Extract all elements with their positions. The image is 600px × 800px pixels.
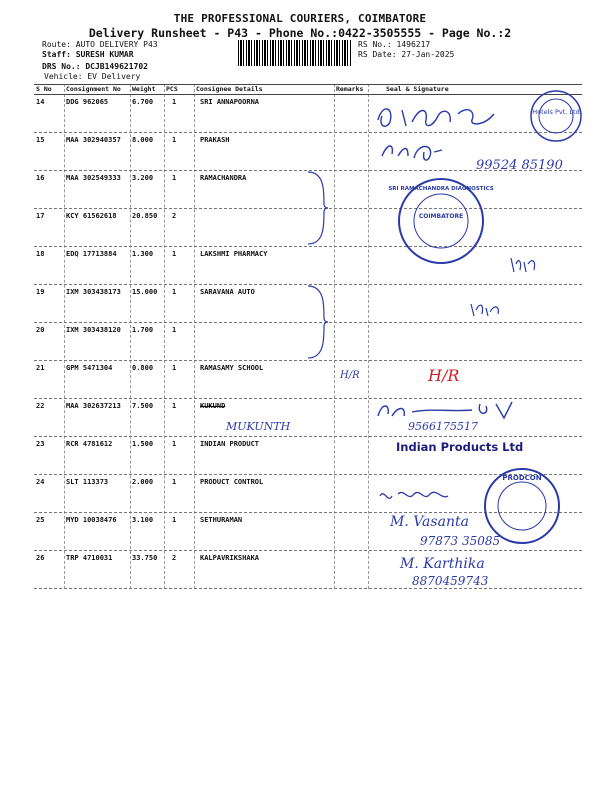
consignee-handwritten: MUKUNTH: [226, 420, 291, 433]
remarks-handwritten-red: H/R: [428, 366, 460, 385]
rs-date: RS Date: 27-Jan-2025: [358, 50, 455, 59]
signature-scribble: [372, 96, 502, 136]
col-sno: S No: [36, 85, 52, 93]
barcode: [238, 40, 351, 66]
vehicle-label: Vehicle: EV Delivery: [44, 72, 141, 81]
staff-label: Staff: SURESH KUMAR: [42, 50, 134, 59]
signature-handwritten: M. Karthika: [400, 556, 485, 572]
svg-text:Hotels Pvt. Ltd: Hotels Pvt. Ltd: [532, 108, 580, 116]
signature-handwritten: M. Vasanta: [390, 514, 469, 530]
svg-text:SRI RAMACHANDRA DIAGNOSTICS: SRI RAMACHANDRA DIAGNOSTICS: [388, 186, 494, 192]
phone-handwritten: 97873 35085: [420, 534, 501, 548]
col-pcs: PCS: [166, 85, 178, 93]
runsheet-table: S No Consignment No Weight PCS Consignee Details Remarks Seal & Signature 14 DDG 962065 6.700 1 SRI ANNAPOORNA 15 MAA 302940357 8.000 1 PRAKASH 16 MAA 302549333 3.200 1 RAMACHANDRA 17 KCY 61562618 20.850 2 18 EDQ 17713884 1.300 1 LAKSHMI PHARMACY 19 IXM 303438173 15.000 1 SARAVANA AUTO 20 IXM 303438120 1.700 1 21 GPM 5471304 0.800 1 RAMASAMY SCHOOL 22 MAA 302637213 7.500 1 KUKUND 23 RCR 4781612 1.500 1 INDIAN PRODUCT 24 SLT 113373 2.000 1 PRODUCT CONTROL 25 MYD 10038476 3.100 1 SETHURAMAN 26 TRP 4710031 33.750 2 KALPAVRIKSHAKA: [34, 84, 582, 589]
svg-text:COIMBATORE: COIMBATORE: [418, 213, 464, 220]
signature-scribble: [376, 484, 476, 508]
remarks-handwritten: H/R: [340, 370, 360, 381]
hotels-stamp: [528, 88, 584, 144]
signature-scribble: [378, 138, 448, 166]
route-label: Route: AUTO DELIVERY P43: [42, 40, 158, 49]
indian-products-stamp: Indian Products Ltd: [396, 440, 524, 454]
company-title: THE PROFESSIONAL COURIERS, COIMBATORE: [173, 12, 427, 25]
col-seal: Seal & Signature: [386, 85, 449, 93]
rs-number: RS No.: 1496217: [358, 40, 431, 49]
signature-scribble: [468, 298, 504, 320]
phone-handwritten: 8870459743: [412, 574, 489, 588]
runsheet-title: Delivery Runsheet - P43 - Phone No.:0422-3505555 - Page No.:2: [88, 26, 512, 40]
drs-number: DRS No.: DCJB149621702: [42, 62, 148, 71]
brace-rows-16-17: [306, 170, 330, 246]
diagnostics-stamp: [388, 176, 494, 266]
svg-text:PRODCON: PRODCON: [502, 474, 542, 482]
phone-handwritten: 9566175517: [408, 420, 478, 433]
col-consignee: Consignee Details: [196, 85, 263, 93]
col-consignment: Consignment No: [66, 85, 121, 93]
phone-handwritten: 99524 85190: [476, 158, 563, 173]
brace-rows-19-20: [306, 284, 330, 360]
signature-scribble: [508, 254, 538, 274]
col-remarks: Remarks: [336, 85, 364, 93]
col-weight: Weight: [132, 85, 156, 93]
